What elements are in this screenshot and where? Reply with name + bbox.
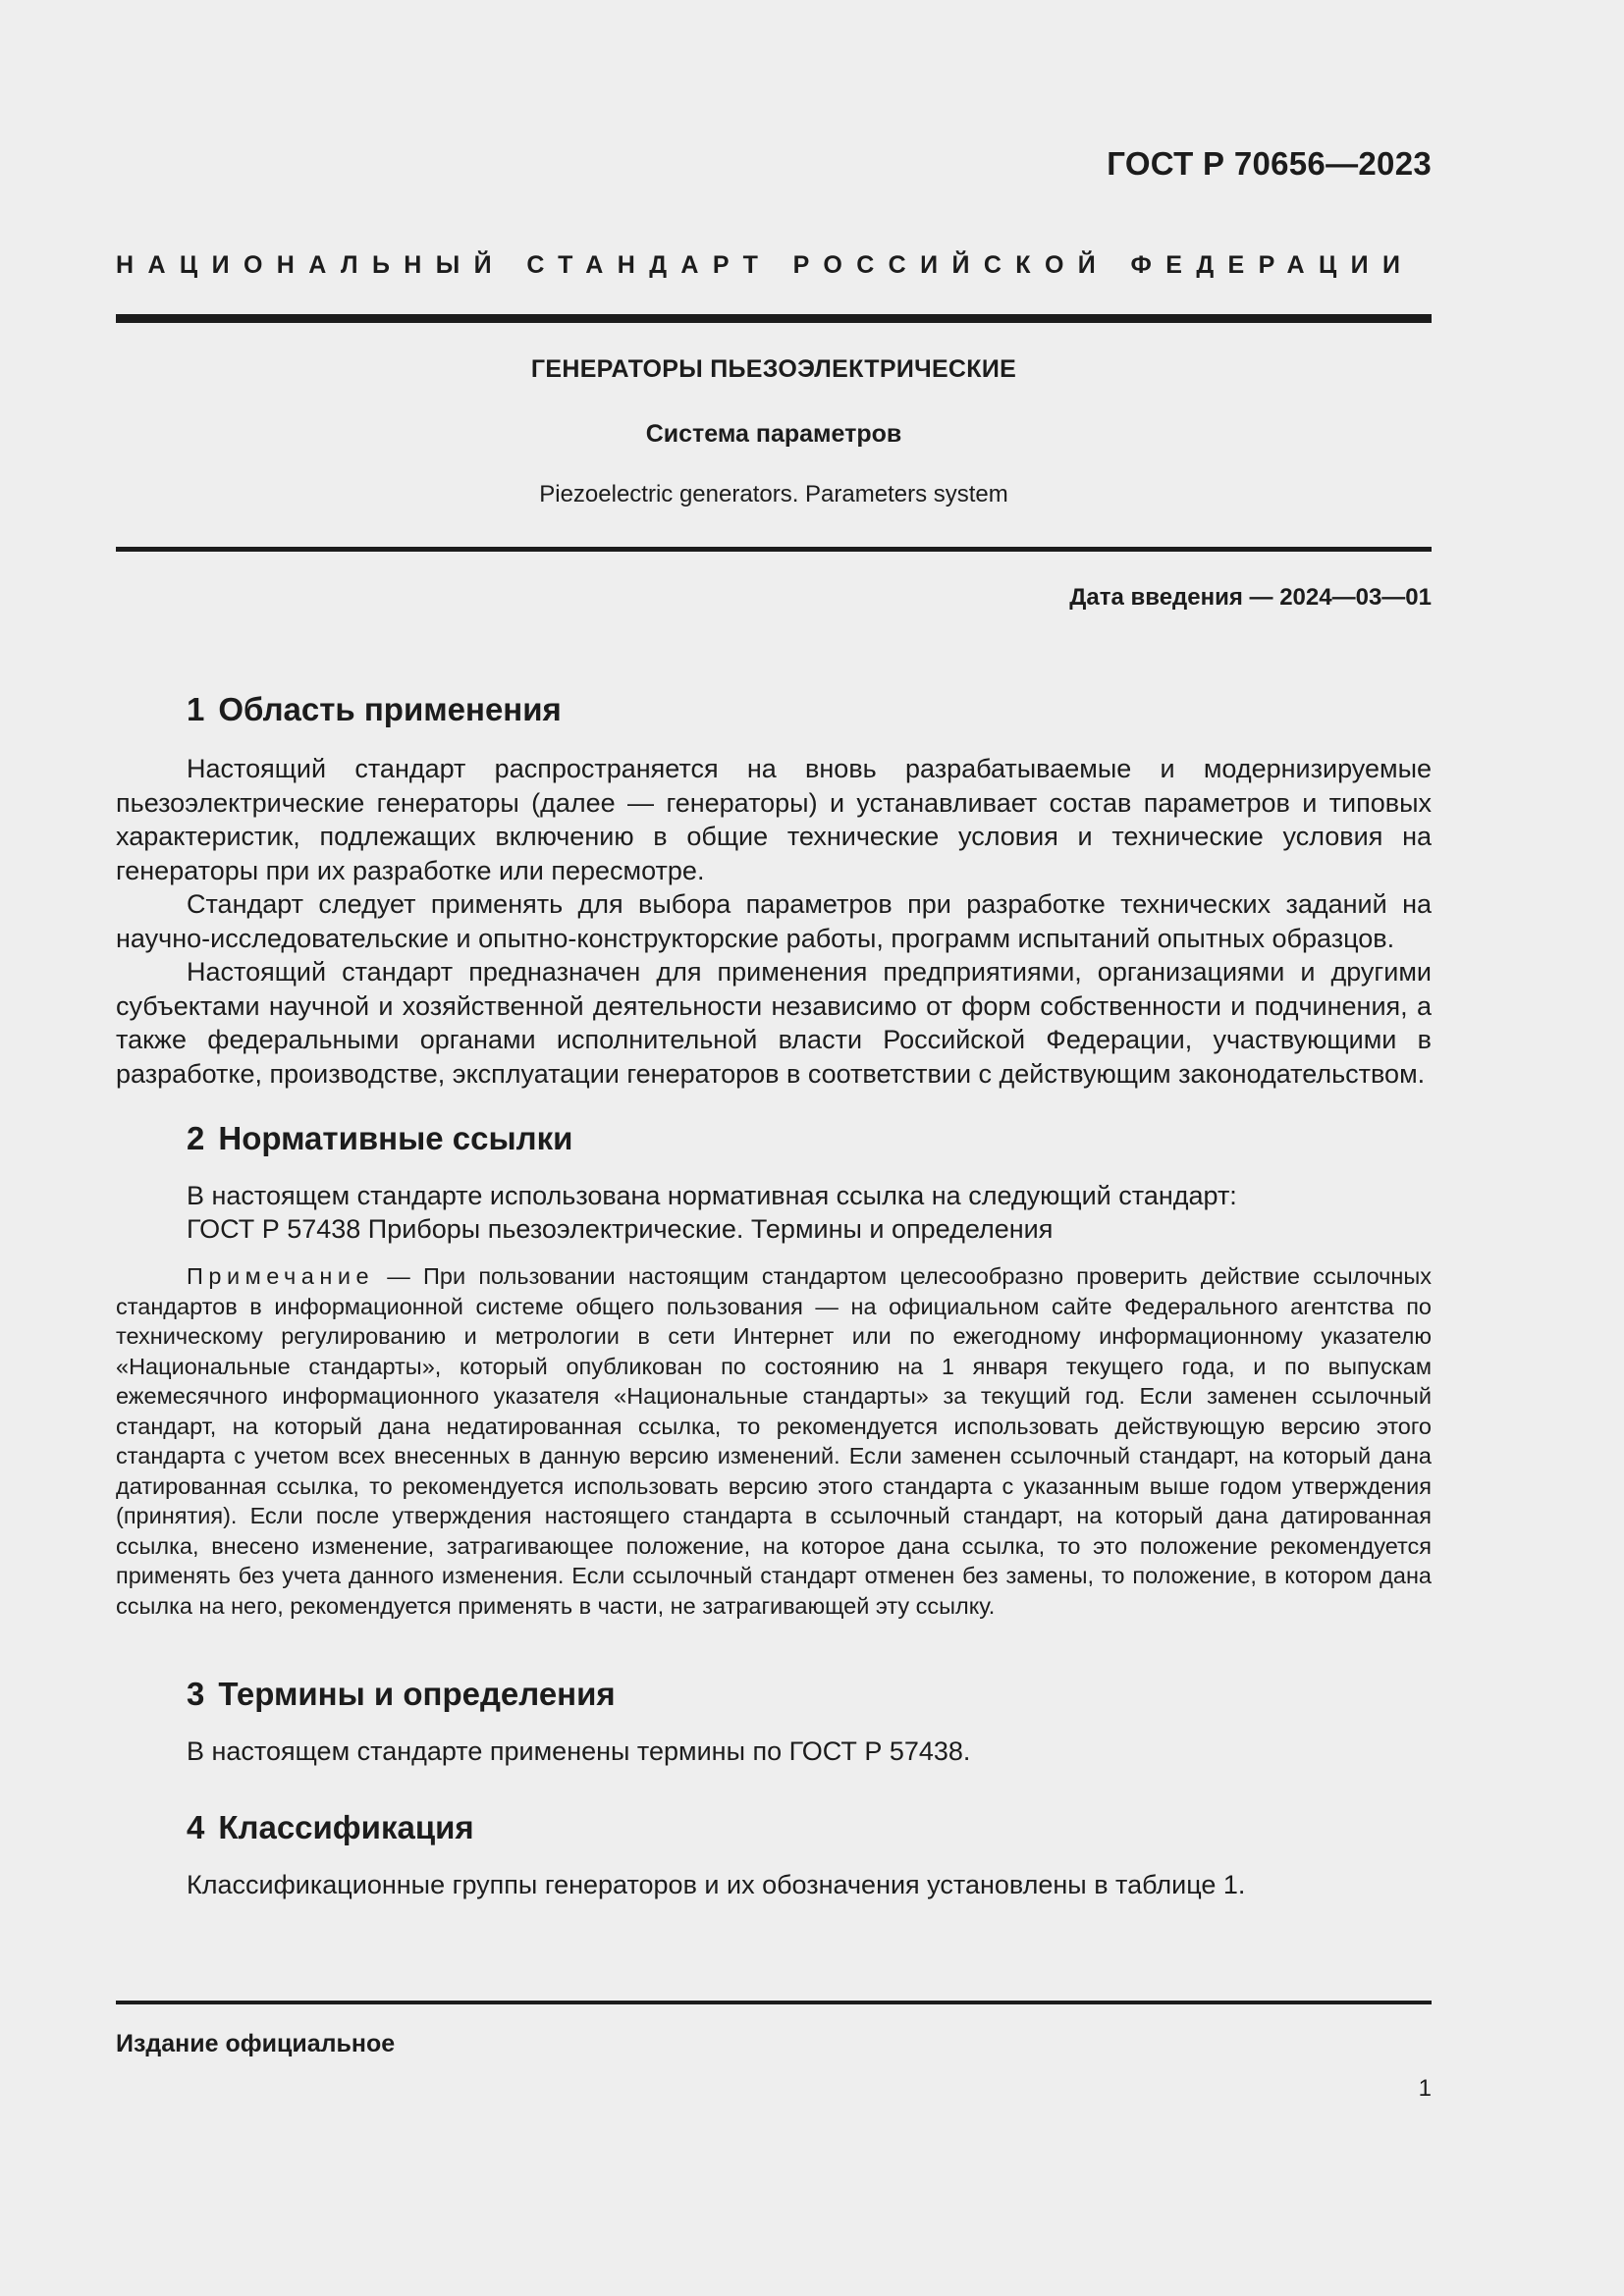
section-number: 4: [187, 1809, 205, 1845]
classification-text: Классификационные группы генераторов и их обозначения установлены в таблице 1.: [187, 1870, 1246, 1899]
section-number: 2: [187, 1120, 205, 1156]
reference-item: ГОСТ Р 57438 Приборы пьезоэлектрические. Термины и определения: [187, 1214, 1054, 1244]
section-title: Классификация: [218, 1809, 474, 1845]
references-note: [116, 1261, 1432, 1621]
section-number: 1: [187, 691, 205, 727]
section-heading-scope: [187, 691, 562, 728]
page-number: 1: [1418, 2075, 1432, 2102]
section-title: Термины и определения: [218, 1676, 616, 1712]
note-label: Примечание: [187, 1263, 375, 1289]
footer-divider: [116, 2001, 1432, 2004]
section-scope-body: [116, 752, 1432, 1091]
document-title: ГЕНЕРАТОРЫ ПЬЕЗОЭЛЕКТРИЧЕСКИЕ: [530, 355, 1017, 383]
document-number: ГОСТ Р 70656—2023: [1107, 145, 1432, 182]
section-number: 3: [187, 1676, 205, 1712]
note-text: — При пользовании настоящим стандартом целесообразно проверить действие ссылочных стандартов в информационной системе общего пользования — на официальном сайте Федерального агентства по техническому регулированию и метрологии в сети Интернет или по ежегодному информационному указателю «Национальные стандарты», который опубликован по состоянию на 1 января текущего года, и по выпускам ежемесячного информационного указателя «Национальные стандарты» за текущий год. Если заменен ссылочный стандарт, на который дана недатированная ссылка, то рекомендуется использовать действующую версию этого стандарта с учетом всех внесенных в данную версию изменений. Если заменен ссылочный стандарт, на который дана датированная ссылка, то рекомендуется использовать версию этого стандарта с указанным выше годом утверждения (принятия). Если после утверждения настоящего стандарта в ссылочный стандарт, на который дана датированная ссылка, внесено изменение, затрагивающее положение, на которое дана ссылка, то это положение рекомендуется применять без учета данного изменения. Если ссылочный стандарт отменен без замены, то положение, в котором дана ссылка на него, рекомендуется применять в части, не затрагивающей эту ссылку.: [116, 1263, 1432, 1619]
title-divider: [116, 547, 1432, 552]
section-heading-terms: [187, 1676, 616, 1713]
section-title: Область применения: [218, 691, 562, 727]
introduction-date: Дата введения — 2024—03—01: [1069, 584, 1432, 611]
section-title: Нормативные ссылки: [218, 1120, 573, 1156]
paragraph: Настоящий стандарт распространяется на вновь разрабатываемые и модернизируемые пьезоэлектрические генераторы (далее — генераторы) и устанавливает состав параметров и типовых характеристик, подлежащих включению в общие технические условия и технические условия на генераторы при их разработке или пересмотре.: [116, 754, 1432, 885]
english-title: Piezoelectric generators. Parameters system: [539, 481, 1008, 507]
top-divider: [116, 314, 1432, 323]
paragraph: Настоящий стандарт предназначен для применения предприятиями, организациями и другими субъектами научной и хозяйственной деятельности независимо от форм собственности и подчинения, а также федеральными органами исполнительной власти Российской Федерации, участвующими в разработке, производстве, эксплуатации генераторов в соответствии с действующим законодательством.: [116, 957, 1432, 1089]
section-heading-classification: [187, 1809, 474, 1846]
national-standard-banner: НАЦИОНАЛЬНЫЙ СТАНДАРТ РОССИЙСКОЙ ФЕДЕРАЦИИ: [116, 251, 1415, 279]
official-edition-label: Издание официальное: [116, 2030, 396, 2057]
terms-text: В настоящем стандарте применены термины по ГОСТ Р 57438.: [187, 1736, 971, 1766]
section-heading-references: [187, 1120, 572, 1157]
document-subtitle: Система параметров: [645, 420, 902, 448]
references-intro: В настоящем стандарте использована нормативная ссылка на следующий стандарт:: [187, 1181, 1237, 1210]
paragraph: Стандарт следует применять для выбора параметров при разработке технических заданий на научно-исследовательские и опытно-конструкторские работы, программ испытаний опытных образцов.: [116, 889, 1432, 953]
